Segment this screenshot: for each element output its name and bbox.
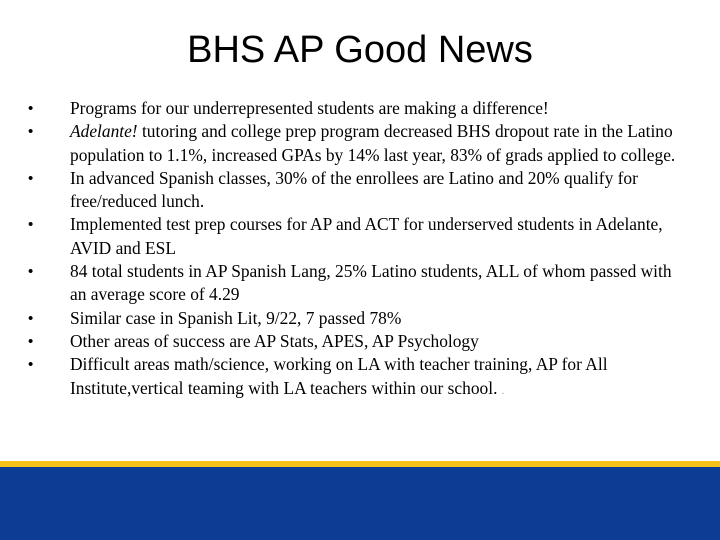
- bullet-icon: •: [28, 216, 34, 234]
- bullet-text: 84 total students in AP Spanish Lang, 25% Latino students, ALL of whom passed with an average score of 4.29: [70, 261, 672, 305]
- bullet-icon: •: [28, 100, 34, 117]
- bullet-item: [22, 307, 690, 330]
- bullet-text: Similar case in Spanish Lit, 9/22, 7 passed 78%: [70, 307, 402, 328]
- bullet-text: Other areas of success are AP Stats, APES, AP Psychology: [70, 330, 479, 351]
- trailing-mark: .: [501, 385, 505, 397]
- bullet-list: [22, 97, 690, 403]
- footer-band: [0, 467, 720, 540]
- bullet-text: Implemented test prep courses for AP and ACT for underserved students in Adelante, AVID and ESL: [70, 214, 663, 258]
- bullet-text: tutoring and college prep program decreased BHS dropout rate in the Latino population to 1.1%, increased GPAs by 14% last year, 83% of grads applied to college.: [70, 121, 676, 165]
- bullet-icon: •: [28, 309, 34, 327]
- slide-title: BHS AP Good News: [187, 29, 533, 71]
- bullet-item: [22, 260, 690, 307]
- bullet-item: [22, 167, 690, 214]
- bullet-icon: •: [28, 123, 34, 141]
- bullet-icon: •: [28, 332, 34, 350]
- bullet-text: Difficult areas math/science, working on LA with teacher training, AP for All Institute,vertical teaming with LA teachers within our school.: [70, 354, 608, 398]
- bullet-icon: •: [28, 356, 34, 374]
- bullet-item: [22, 330, 690, 353]
- bullet-italic-lead: Adelante!: [70, 121, 138, 142]
- bullet-item: [22, 213, 690, 260]
- bullet-text: Programs for our underrepresented students are making a difference!: [70, 98, 549, 118]
- bullet-icon: •: [28, 169, 34, 187]
- bullet-text: In advanced Spanish classes, 30% of the enrollees are Latino and 20% qualify for free/reduced lunch.: [70, 167, 638, 212]
- bullet-item: [22, 120, 690, 167]
- bullet-item: [22, 97, 690, 120]
- bullet-icon: •: [28, 263, 34, 281]
- bullet-item: [22, 353, 690, 403]
